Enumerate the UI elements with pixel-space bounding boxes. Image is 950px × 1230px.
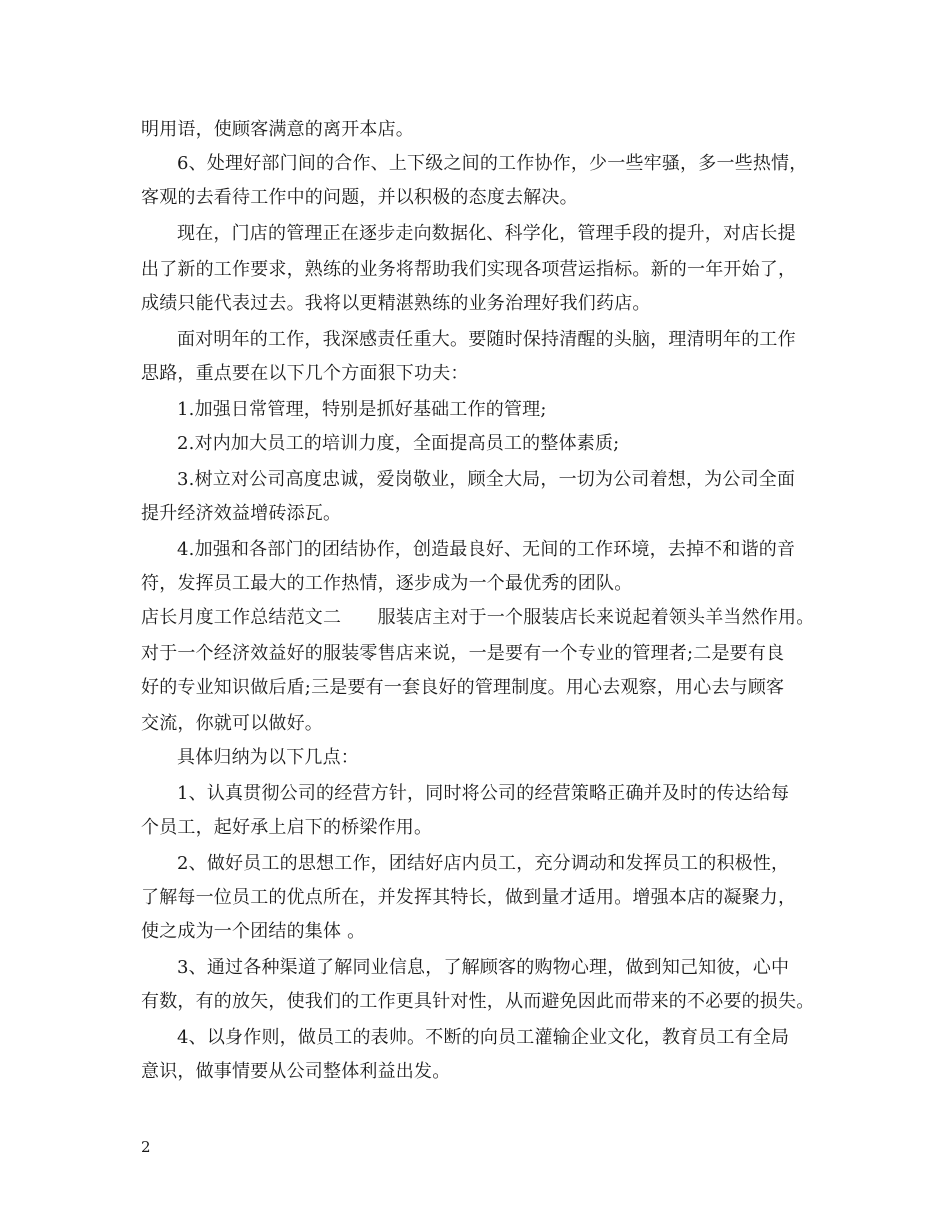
text-line: 了解每一位员工的优点所在，并发挥其特长，做到量才适用。增强本店的凝聚力， [141, 887, 797, 908]
text-line: 对于一个经济效益好的服装零售店来说，一是要有一个专业的管理者;二是要有良 [141, 643, 785, 664]
text-line: 符，发挥员工最大的工作热情，逐步成为一个最优秀的团队。 [141, 573, 633, 594]
page-number: 2 [141, 1138, 151, 1156]
text-line: 面对明年的工作，我深感责任重大。要随时保持清醒的头脑，理清明年的工作 [177, 329, 796, 350]
text-line: 思路，重点要在以下几个方面狠下功夫： [141, 363, 469, 384]
text-line: 客观的去看待工作中的问题，并以积极的态度去解决。 [141, 187, 578, 208]
text-line: 2.对内加大员工的培训力度，全面提高员工的整体素质; [177, 433, 620, 454]
text-line: 具体归纳为以下几点： [177, 747, 359, 768]
text-line: 4.加强和各部门的团结协作，创造最良好、无间的工作环境，去掉不和谐的音 [177, 539, 796, 560]
text-line: 1、认真贯彻公司的经营方针，同时将公司的经营策略正确并及时的传达给每 [177, 783, 790, 804]
text-line: 成绩只能代表过去。我将以更精湛熟练的业务治理好我们药店。 [141, 293, 651, 314]
text-line: 有数，有的放矢，使我们的工作更具针对性，从而避免因此而带来的不必要的损失。 [141, 991, 815, 1012]
text-line: 明用语，使顾客满意的离开本店。 [141, 119, 414, 140]
text-line: 3.树立对公司高度忠诚，爱岗敬业，顾全大局，一切为公司着想，为公司全面 [177, 469, 796, 490]
text-line: 好的专业知识做后盾;三是要有一套良好的管理制度。用心去观察，用心去与顾客 [141, 677, 785, 698]
text-line: 交流，你就可以做好。 [141, 713, 323, 734]
text-line: 意识，做事情要从公司整体利益出发。 [141, 1061, 451, 1082]
section-heading-line: 店长月度工作总结范文二 服装店主对于一个服装店长来说起着领头羊当然作用。 [141, 607, 815, 628]
text-line: 4、以身作则，做员工的表帅。不断的向员工灌输企业文化，教育员工有全局 [177, 1027, 790, 1048]
text-line: 2、做好员工的思想工作，团结好店内员工，充分调动和发挥员工的积极性， [177, 853, 790, 874]
text-line: 6、处理好部门间的合作、上下级之间的工作协作，少一些牢骚，多一些热情， [177, 153, 808, 174]
text-line: 提升经济效益增砖添瓦。 [141, 503, 342, 524]
text-line: 3、通过各种渠道了解同业信息，了解顾客的购物心理，做到知己知彼，心中 [177, 957, 790, 978]
text-line: 个员工，起好承上启下的桥梁作用。 [141, 817, 433, 838]
text-line: 现在，门店的管理正在逐步走向数据化、科学化，管理手段的提升，对店长提 [177, 223, 796, 244]
text-line: 1.加强日常管理，特别是抓好基础工作的管理; [177, 399, 547, 420]
text-line: 出了新的工作要求，熟练的业务将帮助我们实现各项营运指标。新的一年开始了， [141, 259, 797, 280]
text-line: 使之成为一个团结的集体 。 [141, 921, 366, 942]
